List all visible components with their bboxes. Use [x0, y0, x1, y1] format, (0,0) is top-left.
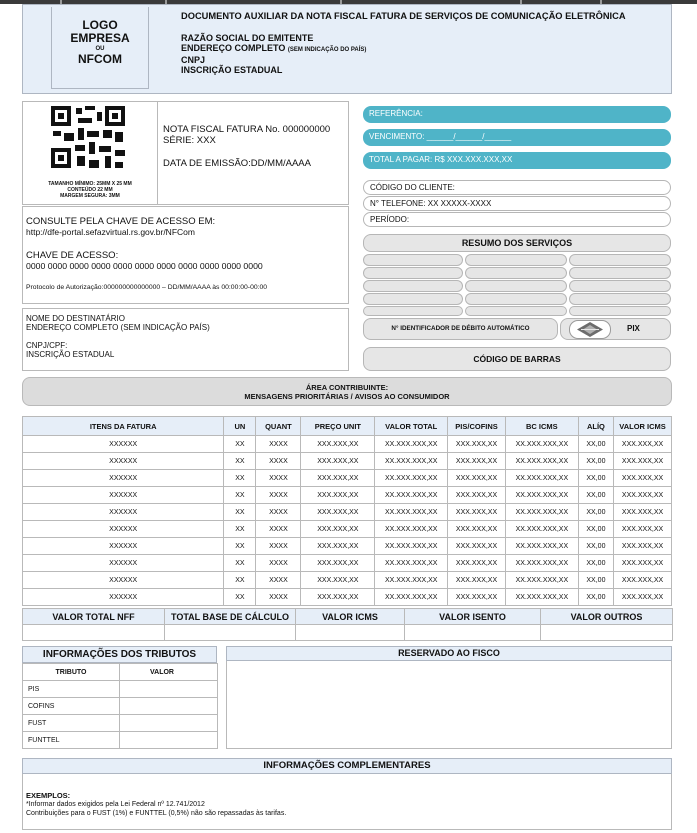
totals-table: [22, 608, 673, 641]
item-valor-total: XX.XXX.XXX,XX: [375, 521, 448, 538]
complementares-line-1: *Informar dados exigidos pela Lei Federal nº 12.741/2012: [26, 801, 205, 808]
item-quant: XXXX: [256, 572, 301, 589]
tributo-row: [23, 732, 218, 749]
emitter-ie: INSCRIÇÃO ESTADUAL: [181, 65, 283, 75]
item-quant: XXXX: [256, 555, 301, 572]
referencia-pill: REFERÊNCIA:: [363, 106, 671, 123]
protocolo-text: Protocolo de Autorização:000000000000000 – DD/MM/AAAA às 00:00:00-00:00: [26, 284, 268, 291]
item-aliq: XX,00: [578, 538, 613, 555]
item-desc: XXXXXX: [23, 521, 224, 538]
item-valor-total: XX.XXX.XXX,XX: [375, 589, 448, 606]
resumo-title: RESUMO DOS SERVIÇOS: [363, 234, 671, 252]
table-row: [23, 470, 672, 487]
item-bc-icms: XX.XXX.XXX,XX: [505, 487, 578, 504]
item-bc-icms: XX.XXX.XXX,XX: [505, 521, 578, 538]
resumo-cell: [465, 267, 567, 279]
resumo-cell: [363, 254, 463, 266]
item-pis-cofins: XXX.XXX,XX: [448, 470, 506, 487]
item-aliq: XX,00: [578, 453, 613, 470]
emitter-address-note: (SEM INDICAÇÃO DO PAÍS): [287, 47, 367, 53]
item-quant: XXXX: [256, 487, 301, 504]
item-aliq: XX,00: [578, 589, 613, 606]
item-bc-icms: XX.XXX.XXX,XX: [505, 555, 578, 572]
tributo-row: [23, 681, 218, 698]
total-nff-label: VALOR TOTAL NFF: [23, 609, 165, 625]
consulta-text: [26, 216, 215, 238]
item-valor-total: XX.XXX.XXX,XX: [375, 572, 448, 589]
debito-automatico-pill: N° IDENTIFICADOR DE DÉBITO AUTOMÁTICO: [363, 318, 558, 340]
destinatario-address: ENDEREÇO COMPLETO (SEM INDICAÇÃO PAÍS): [26, 323, 210, 332]
qr-note-3: MARGEM SEGURA: 3MM: [60, 193, 120, 199]
logo-line-2: EMPRESA: [70, 31, 130, 45]
col-quant: QUANT: [256, 417, 301, 436]
items-table: [22, 416, 672, 606]
area-line-2: MENSAGENS PRIORITÁRIAS / AVISOS AO CONSUMIDOR: [244, 392, 450, 401]
item-aliq: XX,00: [578, 555, 613, 572]
complementares-line-2: Contribuições para o FUST (1%) e FUNTTEL (0,5%) não são repassadas às tarifas.: [26, 810, 287, 817]
item-un: XX: [224, 487, 256, 504]
item-pis-cofins: XXX.XXX,XX: [448, 487, 506, 504]
destinatario-ie: INSCRIÇÃO ESTADUAL: [26, 350, 115, 359]
item-un: XX: [224, 589, 256, 606]
item-desc: XXXXXX: [23, 470, 224, 487]
totals-header-row: [23, 609, 673, 625]
item-un: XX: [224, 453, 256, 470]
consulta-url: http://dfe-portal.sefazvirtual.rs.gov.br/NFCom: [26, 227, 195, 237]
item-valor-total: XX.XXX.XXX,XX: [375, 436, 448, 453]
total-base-value: [165, 625, 296, 641]
tributo-value: [120, 732, 218, 749]
item-preco-unit: XXX.XXX,XX: [301, 555, 375, 572]
col-pis-cofins: PIS/COFINS: [448, 417, 506, 436]
item-desc: XXXXXX: [23, 436, 224, 453]
item-valor-total: XX.XXX.XXX,XX: [375, 453, 448, 470]
item-quant: XXXX: [256, 436, 301, 453]
item-aliq: XX,00: [578, 470, 613, 487]
logo-line-1: LOGO: [82, 18, 118, 32]
tributo-name: COFINS: [23, 698, 120, 715]
tributo-name: FUNTTEL: [23, 732, 120, 749]
resumo-cell: [569, 306, 671, 316]
item-desc: XXXXXX: [23, 453, 224, 470]
items-header-row: [23, 417, 672, 436]
item-valor-total: XX.XXX.XXX,XX: [375, 555, 448, 572]
resumo-cell: [465, 306, 567, 316]
item-preco-unit: XXX.XXX,XX: [301, 538, 375, 555]
resumo-cell: [465, 280, 567, 292]
resumo-cell: [363, 267, 463, 279]
total-isento-label: VALOR ISENTO: [405, 609, 541, 625]
emitter-info: [181, 33, 366, 75]
item-valor-icms: XXX.XXX,XX: [614, 470, 672, 487]
complementares-text: [26, 791, 286, 818]
table-row: [23, 538, 672, 555]
item-un: XX: [224, 436, 256, 453]
nota-number: NOTA FISCAL FATURA No. 000000000: [163, 124, 331, 135]
item-desc: XXXXXX: [23, 589, 224, 606]
item-valor-icms: XXX.XXX,XX: [614, 589, 672, 606]
area-line-1: ÁREA CONTRIBUINTE:: [305, 383, 389, 392]
item-pis-cofins: XXX.XXX,XX: [448, 521, 506, 538]
emitter-name: RAZÃO SOCIAL DO EMITENTE: [181, 33, 314, 43]
item-pis-cofins: XXX.XXX,XX: [448, 538, 506, 555]
col-un: UN: [224, 417, 256, 436]
nota-emission-date: DATA DE EMISSÃO:DD/MM/AAAA: [163, 158, 311, 169]
emitter-address: ENDEREÇO COMPLETO: [181, 43, 286, 53]
item-aliq: XX,00: [578, 504, 613, 521]
emitter-cnpj: CNPJ: [181, 55, 206, 65]
tributo-row: [23, 715, 218, 732]
tributo-value: [120, 681, 218, 698]
item-pis-cofins: XXX.XXX,XX: [448, 572, 506, 589]
total-outros-label: VALOR OUTROS: [541, 609, 673, 625]
item-un: XX: [224, 504, 256, 521]
resumo-cell: [569, 293, 671, 305]
item-preco-unit: XXX.XXX,XX: [301, 572, 375, 589]
item-preco-unit: XXX.XXX,XX: [301, 436, 375, 453]
item-valor-icms: XXX.XXX,XX: [614, 487, 672, 504]
col-preco-unit: PREÇO UNIT: [301, 417, 375, 436]
resumo-cell: [465, 293, 567, 305]
chave-label: CHAVE DE ACESSO:: [26, 250, 119, 261]
cliente-codigo-pill: CÓDIGO DO CLIENTE:: [363, 180, 671, 195]
pix-icon: [577, 322, 603, 337]
destinatario-cnpj: CNPJ/CPF:: [26, 341, 68, 350]
table-row: [23, 589, 672, 606]
item-valor-total: XX.XXX.XXX,XX: [375, 504, 448, 521]
total-nff-value: [23, 625, 165, 641]
tributo-name: PIS: [23, 681, 120, 698]
table-row: [23, 555, 672, 572]
total-icms-value: [296, 625, 405, 641]
table-row: [23, 487, 672, 504]
col-itens: ITENS DA FATURA: [23, 417, 224, 436]
item-desc: XXXXXX: [23, 538, 224, 555]
item-desc: XXXXXX: [23, 555, 224, 572]
item-preco-unit: XXX.XXX,XX: [301, 487, 375, 504]
item-aliq: XX,00: [578, 487, 613, 504]
resumo-cell: [363, 306, 463, 316]
item-preco-unit: XXX.XXX,XX: [301, 589, 375, 606]
cliente-periodo-pill: PERÍODO:: [363, 212, 671, 227]
area-contribuinte: [22, 377, 672, 406]
nota-divider: [157, 101, 158, 205]
resumo-cell: [569, 254, 671, 266]
item-preco-unit: XXX.XXX,XX: [301, 504, 375, 521]
tributos-col-valor: VALOR: [120, 664, 218, 681]
table-row: [23, 436, 672, 453]
item-valor-total: XX.XXX.XXX,XX: [375, 487, 448, 504]
resumo-cell: [569, 280, 671, 292]
table-row: [23, 453, 672, 470]
item-aliq: XX,00: [578, 521, 613, 538]
item-valor-icms: XXX.XXX,XX: [614, 436, 672, 453]
qr-notes: [24, 181, 156, 199]
total-base-label: TOTAL BASE DE CÁLCULO: [165, 609, 296, 625]
item-preco-unit: XXX.XXX,XX: [301, 470, 375, 487]
tributos-col-tributo: TRIBUTO: [23, 664, 120, 681]
tributo-row: [23, 698, 218, 715]
item-pis-cofins: XXX.XXX,XX: [448, 504, 506, 521]
examples-label: EXEMPLOS:: [26, 791, 71, 800]
chave-value: 0000 0000 0000 0000 0000 0000 0000 0000 0000 0000 0000: [26, 261, 263, 271]
resumo-grid: [363, 254, 671, 316]
pix-label: PIX: [627, 324, 640, 333]
item-pis-cofins: XXX.XXX,XX: [448, 555, 506, 572]
item-valor-icms: XXX.XXX,XX: [614, 521, 672, 538]
item-bc-icms: XX.XXX.XXX,XX: [505, 453, 578, 470]
item-valor-icms: XXX.XXX,XX: [614, 538, 672, 555]
item-un: XX: [224, 470, 256, 487]
destinatario-name: NOME DO DESTINATÁRIO: [26, 314, 125, 323]
item-bc-icms: XX.XXX.XXX,XX: [505, 504, 578, 521]
item-preco-unit: XXX.XXX,XX: [301, 453, 375, 470]
resumo-cell: [363, 293, 463, 305]
table-row: [23, 504, 672, 521]
item-pis-cofins: XXX.XXX,XX: [448, 453, 506, 470]
fisco-box: [226, 646, 672, 749]
item-quant: XXXX: [256, 589, 301, 606]
qr-note-1: TAMANHO MÍNIMO: 25MM X 25 MM: [48, 181, 132, 187]
tributos-title: INFORMAÇÕES DOS TRIBUTOS: [22, 646, 217, 663]
total-outros-value: [541, 625, 673, 641]
item-valor-icms: XXX.XXX,XX: [614, 504, 672, 521]
item-quant: XXXX: [256, 521, 301, 538]
tributo-value: [120, 698, 218, 715]
complementares-title: INFORMAÇÕES COMPLEMENTARES: [22, 758, 672, 774]
document-title: DOCUMENTO AUXILIAR DA NOTA FISCAL FATURA DE SERVIÇOS DE COMUNICAÇÃO ELETRÔNICA: [181, 11, 626, 21]
item-desc: XXXXXX: [23, 572, 224, 589]
totals-value-row: [23, 625, 673, 641]
item-bc-icms: XX.XXX.XXX,XX: [505, 538, 578, 555]
item-valor-total: XX.XXX.XXX,XX: [375, 470, 448, 487]
fisco-title: RESERVADO AO FISCO: [226, 646, 672, 661]
logo-box: [51, 7, 149, 89]
total-isento-value: [405, 625, 541, 641]
nota-serie: SÉRIE: XXX: [163, 135, 216, 146]
item-bc-icms: XX.XXX.XXX,XX: [505, 436, 578, 453]
item-quant: XXXX: [256, 504, 301, 521]
logo-line-3: OU: [95, 46, 105, 52]
item-un: XX: [224, 521, 256, 538]
item-bc-icms: XX.XXX.XXX,XX: [505, 470, 578, 487]
col-valor-icms: VALOR ICMS: [614, 417, 672, 436]
item-valor-icms: XXX.XXX,XX: [614, 555, 672, 572]
nota-number-block: [163, 124, 330, 146]
vencimento-pill: VENCIMENTO: ______/______/______: [363, 129, 671, 146]
chave-block: [26, 250, 263, 272]
total-icms-label: VALOR ICMS: [296, 609, 405, 625]
item-un: XX: [224, 538, 256, 555]
tributo-name: FUST: [23, 715, 120, 732]
consulta-title: CONSULTE PELA CHAVE DE ACESSO EM:: [26, 216, 216, 227]
item-pis-cofins: XXX.XXX,XX: [448, 589, 506, 606]
resumo-cell: [465, 254, 567, 266]
total-pill: TOTAL A PAGAR: R$ XXX.XXX.XXX,XX: [363, 152, 671, 169]
qr-code: [51, 106, 125, 168]
item-valor-icms: XXX.XXX,XX: [614, 572, 672, 589]
item-valor-total: XX.XXX.XXX,XX: [375, 538, 448, 555]
items-body: [23, 436, 672, 606]
logo-line-4: NFCOM: [78, 52, 122, 66]
col-valor-total: VALOR TOTAL: [375, 417, 448, 436]
qr-note-2: CONTEÚDO 22 MM: [67, 187, 113, 193]
destinatario-text: [26, 314, 210, 359]
item-desc: XXXXXX: [23, 487, 224, 504]
tributos-header-row: [23, 664, 218, 681]
table-row: [23, 572, 672, 589]
item-bc-icms: XX.XXX.XXX,XX: [505, 572, 578, 589]
col-aliq: ALÍQ: [578, 417, 613, 436]
codigo-barras-pill: CÓDIGO DE BARRAS: [363, 347, 671, 371]
item-un: XX: [224, 555, 256, 572]
table-row: [23, 521, 672, 538]
item-valor-icms: XXX.XXX,XX: [614, 453, 672, 470]
resumo-cell: [363, 280, 463, 292]
item-pis-cofins: XXX.XXX,XX: [448, 436, 506, 453]
item-preco-unit: XXX.XXX,XX: [301, 521, 375, 538]
col-bc-icms: BC ICMS: [505, 417, 578, 436]
tributo-value: [120, 715, 218, 732]
cliente-telefone-pill: N° TELEFONE: XX XXXXX-XXXX: [363, 196, 671, 211]
item-quant: XXXX: [256, 470, 301, 487]
resumo-cell: [569, 267, 671, 279]
item-aliq: XX,00: [578, 572, 613, 589]
item-bc-icms: XX.XXX.XXX,XX: [505, 589, 578, 606]
tributos-table: [22, 663, 218, 749]
item-desc: XXXXXX: [23, 504, 224, 521]
pix-pill: [560, 318, 671, 340]
item-un: XX: [224, 572, 256, 589]
item-quant: XXXX: [256, 538, 301, 555]
item-aliq: XX,00: [578, 436, 613, 453]
item-quant: XXXX: [256, 453, 301, 470]
